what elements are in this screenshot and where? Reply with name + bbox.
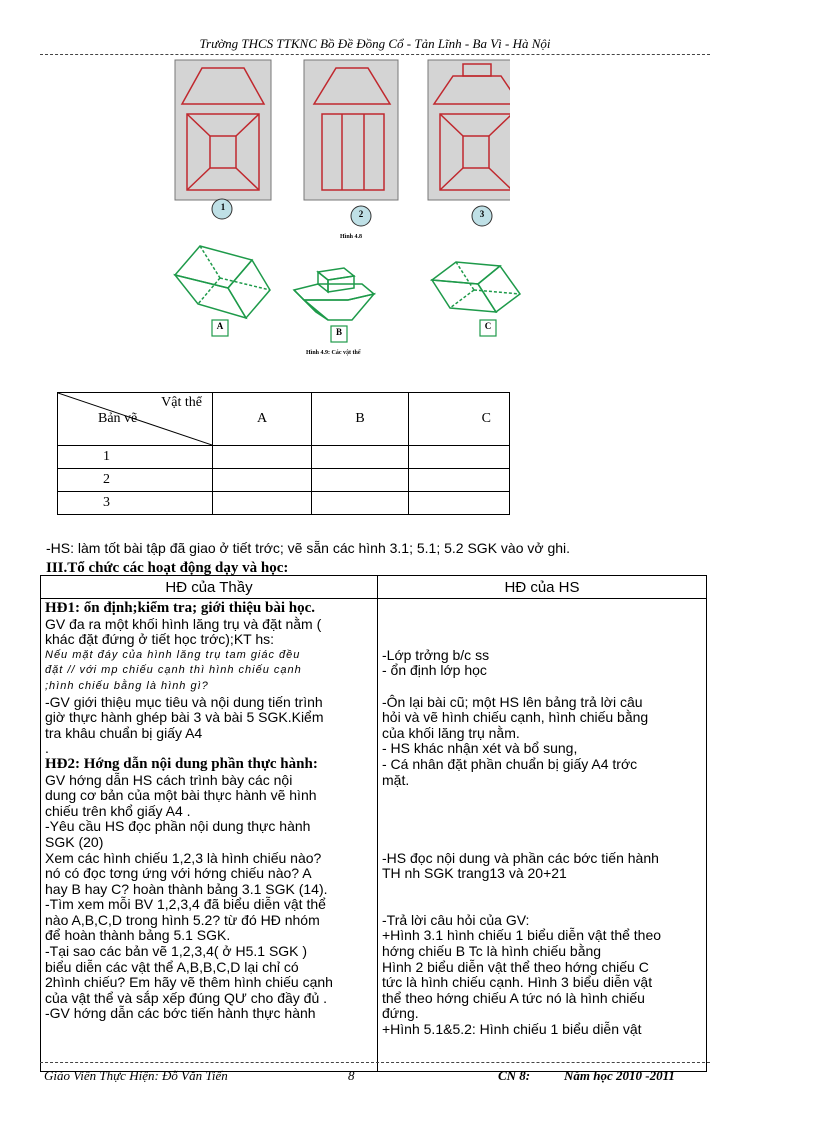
student-spacer [382,617,702,633]
table-cell [213,469,312,492]
figure-objects [170,240,530,350]
table-cell [312,492,409,515]
teacher-line: hay B hay C? hoàn thành bảng 3.1 SGK (14). [45,880,328,897]
student-line: -Ôn lại bài cũ; một HS lên bảng trả lời câu [382,693,643,710]
row-label-3: 3 [58,492,213,515]
row-label-2: 2 [58,469,213,492]
col-header-b: B [312,393,409,446]
figure-caption-48: Hình 4.8 [340,234,363,240]
table-cell [213,446,312,469]
teacher-line: khác đặt đứng ở tiết học trớc);KT hs: [45,631,275,648]
student-spacer [382,897,702,913]
footer-divider [40,1062,710,1063]
student-line: của khối lăng trụ nằm. [382,724,520,741]
student-spacer [382,679,702,695]
teacher-line: tra khâu chuẩn bị giấy A4 [45,724,203,741]
teacher-line: Nếu mặt đáy của hình lăng trụ tam giác đều [45,648,301,661]
table-diagonal-header [58,393,213,446]
table-cell [312,469,409,492]
page-header: Trường THCS TTKNC Bồ Đề Đồng Cổ - Tản Lĩnh - Ba Vì - Hà Nội [40,36,710,55]
teacher-line: nó có đọc tơng ứng với hớng chiếu nào? A [45,865,312,882]
student-line: - HS khác nhận xét và bổ sung, [382,740,578,757]
col-header-c: C [409,393,510,446]
object-b [294,268,374,320]
student-line: - Cá nhân đặt phần chuẩn bị giấy A4 trớc [382,755,638,772]
object-label-b: B [335,327,342,337]
student-line: Hình 2 biểu diễn vật thể theo hớng chiếu C [382,958,649,975]
teacher-line: -Tại sao các bản vẽ 1,2,3,4( ở H5.1 SGK ) [45,943,308,960]
object-a [175,246,270,318]
table-cell [312,446,409,469]
hs-preparation-text: -HS: làm tốt bài tập đã giao ở tiết trớc; vẽ sẵn các hình 3.1; 5.1; 5.2 SGK vào vở ghi. [46,540,571,556]
teacher-line: HĐ2: Hớng dẫn nội dung phần thực hành: [45,755,318,772]
teacher-line: 2hình chiếu? Em hãy vẽ thêm hình chiếu cạnh [45,974,333,991]
student-line: tức là hình chiếu cạnh. Hình 3 biểu diễn vật [382,974,653,991]
footer-author: Giáo Viên Thực Hiện: Đỗ Văn Tiến [44,1068,228,1083]
student-column [378,599,707,1072]
teacher-line: -GV hớng dẫn các bớc tiến hành thực hành [45,1005,316,1022]
student-line: - ổn định lớp học [382,662,487,679]
figure-caption-49: Hình 4.9: Các vật thể [306,350,361,356]
teacher-line: . [45,740,49,757]
teacher-line: của vật thể và sắp xếp đúng QƯ cho đầy đủ . [45,989,328,1006]
student-spacer [382,804,702,820]
teacher-line: nào A,B,C,D trong hình 5.2? từ đó HĐ nhóm [45,911,320,928]
table-cell [213,492,312,515]
student-line: +Hình 3.1 hình chiếu 1 biểu diễn vật thể theo [382,927,662,944]
teacher-line: dung cơ bản của một bài thực hành vẽ hình [45,787,317,804]
teacher-line: HĐ1: ổn định;kiểm tra; giới thiệu bài học. [45,600,315,616]
teacher-line: biểu diễn các vật thể A,B,B,C,D lại chỉ có [45,958,299,975]
student-spacer [382,835,702,851]
student-spacer [382,601,702,617]
row-label-1: 1 [58,446,213,469]
table-row [58,446,510,469]
footer-page-number: 8 [348,1068,355,1083]
teacher-line: để hoàn thành bảng 5.1 SGK. [45,927,231,944]
activity-table [40,575,707,1072]
student-line: +Hình 5.1&5.2: Hình chiếu 1 biểu diễn vật [382,1021,642,1038]
student-line: hỏi và vẽ hình chiếu cạnh, hình chiếu bằng [382,709,649,726]
object-label-a: A [216,321,224,331]
object-label-c: C [484,321,492,331]
teacher-line: -Tìm xem mỗi BV 1,2,3,4 đã biểu diễn vật thể [45,896,326,913]
teacher-line: đặt // với mp chiếu cạnh thì hình chiếu cạnh [45,664,302,677]
object-c [432,262,520,312]
student-line: -Trả lời câu hỏi của GV: [382,911,530,928]
object-drawing-table [57,392,510,515]
view-panel-1 [175,60,271,200]
teacher-line: -GV giới thiệu mục tiêu và nội dung tiến trình [45,693,323,710]
student-line: mặt. [382,771,410,788]
teacher-line: Xem các hình chiếu 1,2,3 là hình chiếu nào? [45,849,322,866]
table-cell [409,469,510,492]
student-line: -HS đọc nội dung và phần các bớc tiến hành [382,849,659,866]
teacher-column [41,599,378,1072]
table-row [58,492,510,515]
student-line: -Lớp trởng b/c ss [382,646,490,663]
col-teacher-header: HĐ của Thầy [41,576,378,599]
header-ban-ve: Bản vẽ [98,411,138,426]
teacher-line: -Yêu cầu HS đọc phần nội dung thực hành [45,818,311,835]
table-cell [409,446,510,469]
teacher-line: GV hớng dẫn HS cách trình bày các nội [45,771,293,788]
teacher-line: ;hình chiếu bằng là hình gì? [45,679,209,692]
student-line: TH nh SGK trang13 và 20+21 [382,865,567,882]
student-spacer [382,632,702,648]
view-label-1: 1 [220,202,226,212]
student-line: thể theo hớng chiếu A tức nó là hình chiếu [382,989,645,1006]
teacher-line: GV đa ra một khối hình lăng trụ và đặt nằm ( [45,615,322,632]
view-label-3: 3 [479,209,485,219]
table-cell [409,492,510,515]
view-panel-2 [304,60,398,200]
table-row [58,469,510,492]
col-student-header: HĐ của HS [378,576,707,599]
view-label-2: 2 [358,209,364,219]
teacher-line: chiếu trên khổ giấy A4 . [45,802,191,819]
student-line: đứng. [382,1005,419,1022]
student-spacer [382,882,702,898]
student-line: hớng chiếu B Tc là hình chiếu bằng [382,943,602,960]
view-panel-3 [428,60,510,200]
header-vat-the: Vật thể [161,395,202,410]
footer-year: Năm học 2010 -2011 [564,1068,675,1083]
section-title: III.Tổ chức các hoạt động dạy và học: [46,560,289,576]
footer-subject: CN 8: [498,1068,531,1083]
col-header-a: A [213,393,312,446]
teacher-line: giờ thực hành ghép bài 3 và bài 5 SGK.Kiểm [45,709,324,726]
student-spacer [382,788,702,804]
teacher-line: SGK (20) [45,833,104,850]
student-spacer [382,819,702,835]
